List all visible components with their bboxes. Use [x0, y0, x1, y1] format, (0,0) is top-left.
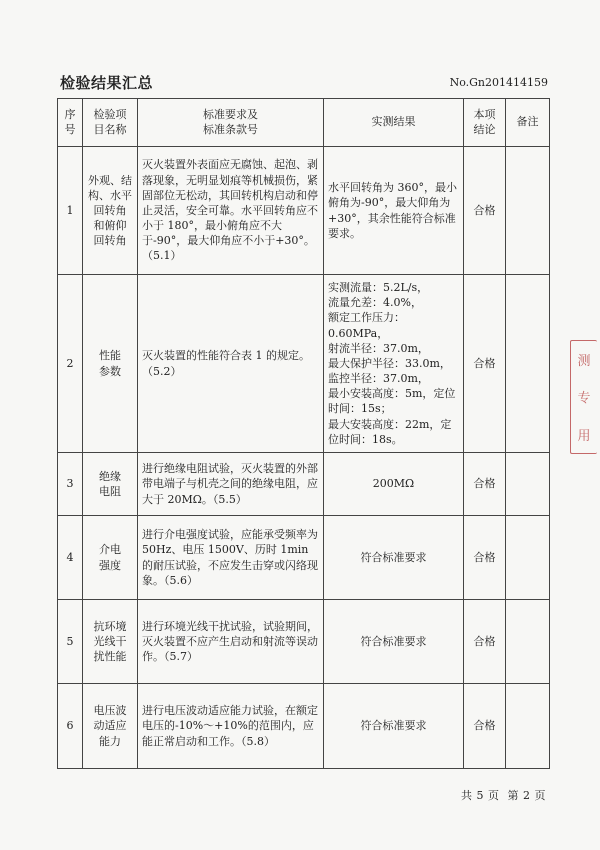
row-requirement: 进行电压波动适应能力试验，在额定电压的-10%～+10%的范围内，应能正常启动和工作。（5.8）	[138, 684, 324, 769]
table-row	[58, 684, 550, 769]
table-row	[58, 453, 550, 516]
row-measured: 200MΩ	[324, 453, 464, 516]
table-header-row	[58, 99, 550, 147]
row-measured: 符合标准要求	[324, 684, 464, 769]
row-requirement: 进行环境光线干扰试验，试验期间，灭火装置不应产生启动和射流等误动作。（5.7）	[138, 600, 324, 684]
row-item: 外观、结 构、水平 回转角 和俯仰 回转角	[83, 147, 138, 275]
row-no: 1	[58, 147, 83, 275]
row-remarks	[506, 684, 550, 769]
table-row	[58, 147, 550, 275]
row-no: 5	[58, 600, 83, 684]
row-conclusion: 合格	[464, 453, 506, 516]
row-no: 2	[58, 275, 83, 453]
row-no: 4	[58, 516, 83, 600]
current-page: 第 2 页	[507, 789, 546, 802]
row-measured: 水平回转角为 360°，最小俯角为-90°，最大仰角为 +30°，其余性能符合标准要求。	[324, 147, 464, 275]
header-no: 序 号	[58, 99, 83, 147]
report-number: No.Gn201414159	[449, 76, 548, 89]
row-measured: 符合标准要求	[324, 516, 464, 600]
row-requirement: 进行介电强度试验，应能承受频率为 50Hz、电压 1500V、历时 1min 的耐压试验，不应发生击穿或闪络现象。（5.6）	[138, 516, 324, 600]
row-item: 绝缘 电阻	[83, 453, 138, 516]
row-remarks	[506, 516, 550, 600]
row-remarks	[506, 275, 550, 453]
row-remarks	[506, 147, 550, 275]
stamp-char: 专	[577, 391, 591, 407]
table-row	[58, 275, 550, 453]
header-requirement: 标准要求及 标准条款号	[138, 99, 324, 147]
header-conclusion: 本项 结论	[464, 99, 506, 147]
row-no: 6	[58, 684, 83, 769]
row-conclusion: 合格	[464, 275, 506, 453]
stamp-char: 用	[577, 428, 591, 444]
table-row	[58, 600, 550, 684]
row-requirement: 灭火装置的性能符合表 1 的规定。（5.2）	[138, 275, 324, 453]
row-requirement: 进行绝缘电阻试验，灭火装置的外部带电端子与机壳之间的绝缘电阻，应大于 20MΩ。（5.5）	[138, 453, 324, 516]
row-conclusion: 合格	[464, 516, 506, 600]
results-table	[57, 98, 550, 769]
row-remarks	[506, 453, 550, 516]
table-row	[58, 516, 550, 600]
seal-stamp	[570, 340, 597, 454]
page-title: 检验结果汇总	[60, 74, 154, 92]
header-remarks: 备注	[506, 99, 550, 147]
row-item: 性能 参数	[83, 275, 138, 453]
header-measured: 实测结果	[324, 99, 464, 147]
row-conclusion: 合格	[464, 147, 506, 275]
page-footer	[457, 787, 546, 803]
row-conclusion: 合格	[464, 600, 506, 684]
header-item: 检验项 目名称	[83, 99, 138, 147]
row-item: 介电 强度	[83, 516, 138, 600]
row-measured: 符合标准要求	[324, 600, 464, 684]
row-requirement: 灭火装置外表面应无腐蚀、起泡、剥落现象，无明显划痕等机械损伤，紧固部位无松动，其回转机构启动和停止灵活，安全可靠。水平回转角应不小于 180°，最小俯角应不大于-90°，最大仰角应不小于+30°。（5.1）	[138, 147, 324, 275]
row-remarks	[506, 600, 550, 684]
row-conclusion: 合格	[464, 684, 506, 769]
stamp-char: 测	[577, 354, 591, 370]
row-item: 电压波 动适应 能力	[83, 684, 138, 769]
total-pages: 共 5 页	[461, 789, 500, 802]
row-item: 抗环境 光线干 扰性能	[83, 600, 138, 684]
row-no: 3	[58, 453, 83, 516]
row-measured: 实测流量：5.2L/s， 流量允差：4.0%， 额定工作压力：0.60MPa， 射流半径：37.0m， 最大保护半径：33.0m， 监控半径：37.0m， 最小安装高度：5m，定位时间：15s； 最大安装高度：22m，定位时间：18s。	[324, 275, 464, 453]
